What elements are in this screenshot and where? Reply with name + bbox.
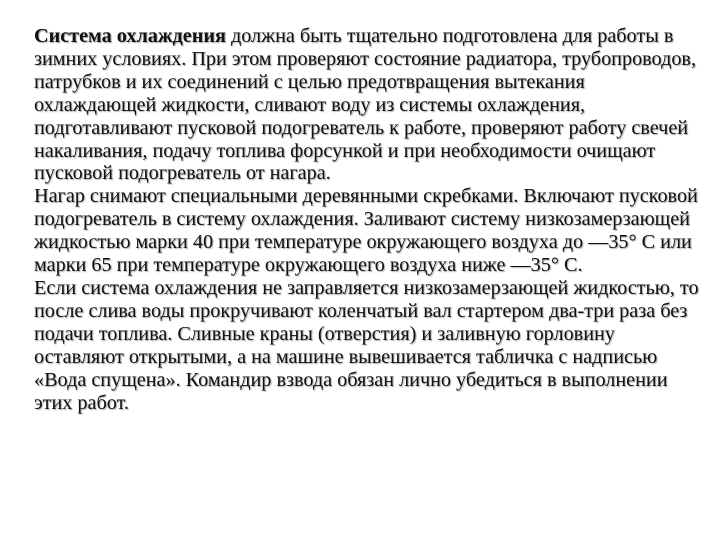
body-text [34,25,706,414]
paragraph-lead-term: Система охлаждения [34,25,226,47]
paragraph-water-drain [34,277,706,414]
paragraph-cooling-preparation [34,25,706,185]
paragraph-text: должна быть тщательно подготовлена для работы в зимних условиях. При этом проверяют состояние радиатора, трубопроводов, патрубков и их соединений с целью предотвращения вытекания охлаждающей жидкости, сливают воду из системы охлаждения, подготавливают пусковой подогреватель к работе, проверяют работу свечей накаливания, подачу топлива форсункой и при необходимости очищают пусковой подогреватель от нагара. [34,25,697,185]
paragraph-text: Если система охлаждения не заправляется низкозамерзающей жидкостью, то после слива воды прокручивают коленчатый вал стартером два-три раза без подачи топлива. Сливные краны (отверстия) и заливную горловину оставляют открытыми, а на машине вывешивается табличка с надписью «Вода спущена». Командир взвода обязан лично убедиться в выполнении этих работ. [34,276,699,414]
paragraph-antifreeze-fill [34,185,706,277]
paragraph-text: Нагар снимают специальными деревянными скребками. Включают пусковой подогреватель в систему охлаждения. Заливают систему низкозамерзающей жидкостью марки 40 при температуре окружающего воздуха до —35° С или марки 65 при температуре окружающего воздуха ниже —35° С. [34,185,698,277]
